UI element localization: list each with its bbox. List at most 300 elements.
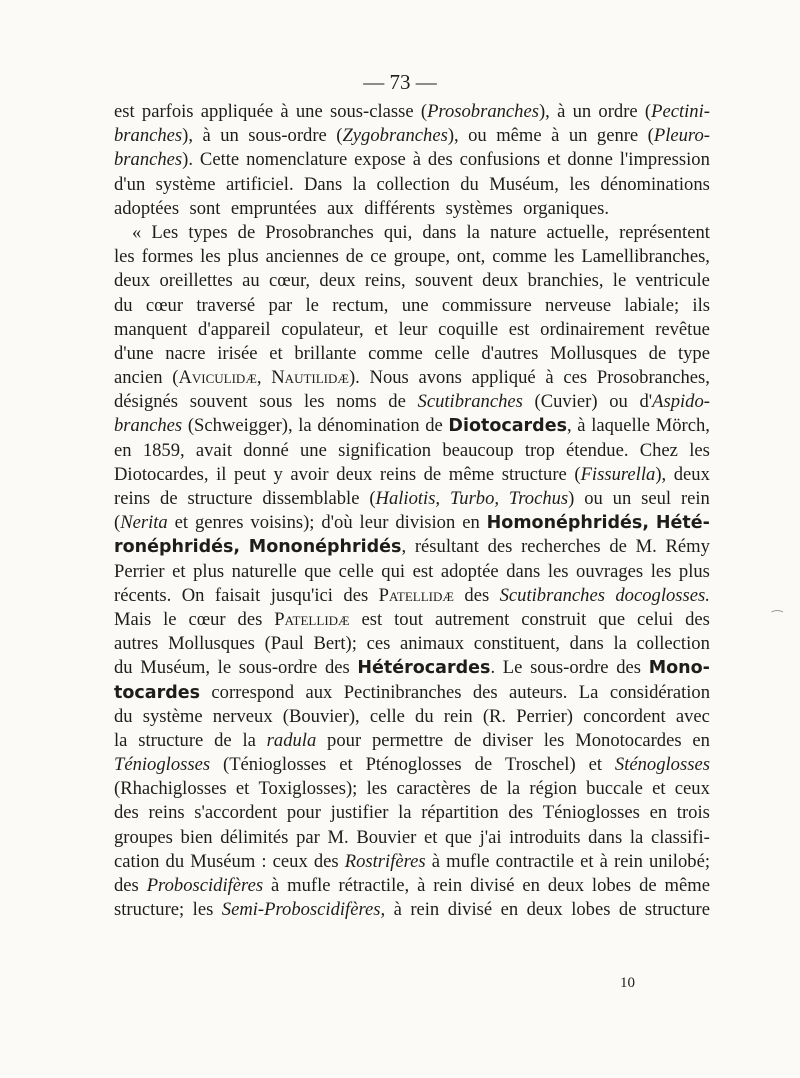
word-fragment: deux [482,270,519,292]
word-fragment: pour [286,802,321,824]
word [362,608,383,632]
word [216,463,226,487]
word-fragment: différents [364,197,436,219]
word [398,801,411,825]
word-fragment: de [237,221,256,243]
word-fragment: tocardes [114,682,201,703]
word-fragment: deux [547,875,585,896]
word [677,801,710,825]
word [418,390,523,414]
word-fragment: Mono- [648,658,710,679]
word [492,245,547,269]
word [281,318,363,342]
word [114,245,135,269]
word-fragment: Nautilidæ [271,367,349,389]
word [114,318,187,342]
word [651,560,672,584]
word [609,535,627,559]
word-fragment: et [172,560,186,582]
word [554,245,575,269]
word [300,439,327,463]
word [268,294,292,318]
word [114,801,139,825]
word [616,656,641,680]
word-fragment: rein [410,899,440,921]
word-fragment: comme [492,246,547,268]
word-fragment: actuelle, [546,221,609,243]
word-fragment: de [479,778,498,800]
word [175,511,188,535]
word [190,850,255,874]
word-fragment: ), [182,125,194,147]
word-fragment: ce [370,246,387,268]
word [474,632,560,656]
word [432,850,440,874]
word [598,608,625,632]
word [444,705,473,729]
word [462,511,480,535]
word-fragment: de [618,899,637,921]
word-fragment: Muséum, [140,657,210,679]
word-fragment: ordinairement [540,318,645,340]
text-line [114,608,710,632]
word-fragment: une [300,439,327,461]
word [211,681,294,705]
word [114,729,127,753]
text-line [114,560,710,584]
word-fragment: expose [354,149,406,171]
word [676,705,710,729]
page-number: — 73 — [363,70,437,94]
word [421,100,550,124]
word-fragment: la [114,729,128,751]
word-fragment: à [551,125,560,147]
word [163,608,176,632]
word-fragment: constituent, [473,633,560,655]
word [114,584,171,608]
word-fragment: à [431,850,441,872]
word [529,777,577,801]
word-fragment: formes [141,246,194,268]
word-fragment: adoptée [440,560,499,582]
word [380,463,416,487]
word-fragment: le [217,657,232,679]
word [557,100,565,124]
word-fragment: deux [114,270,151,292]
word [194,801,277,825]
word [249,535,406,559]
word-fragment: des [313,850,339,872]
word-fragment: Rémy [665,536,710,558]
word-fragment: et [269,342,283,364]
word-fragment: même [664,875,710,896]
word-fragment: divisé [447,899,493,921]
word-fragment: lobes [571,899,611,921]
word [258,777,357,801]
word-fragment: Monotocardes [575,729,682,751]
word [114,269,150,293]
word-fragment: de [214,729,232,751]
word-fragment: à [599,850,608,872]
word-fragment: concordent [583,705,666,727]
word-fragment: revêtue [655,318,710,340]
word [294,342,356,366]
word-fragment: Prosobranches [427,101,539,122]
word [346,245,364,269]
word-fragment: traversé [196,294,256,316]
word [231,197,322,221]
word-fragment: de [160,488,178,509]
word [336,390,376,414]
word [374,318,387,342]
word-fragment: rectum, [332,294,389,316]
text-line [114,487,710,511]
word-fragment: commissure [441,294,532,316]
word-fragment: étendue. [566,439,629,461]
word [656,511,710,535]
word [271,584,333,608]
word-fragment: ouvrages [576,560,644,582]
word-fragment: ) [568,488,575,509]
word [577,414,585,438]
word-fragment: buccale [586,778,643,800]
word-fragment: les [200,246,221,268]
word [446,850,489,874]
word [114,777,227,801]
word [579,681,599,705]
word [527,898,563,922]
word [454,729,472,753]
word [656,414,710,438]
word [509,681,567,705]
text-line [114,221,710,245]
word-fragment: des [114,875,139,896]
word-fragment: sous-ordre [530,657,609,679]
word-fragment: empruntées [230,197,317,219]
word [200,245,221,269]
word [449,463,494,487]
word [367,777,388,801]
word [550,342,637,366]
word-fragment: sous-classe [329,101,414,122]
word-fragment: et [588,754,602,776]
word [376,173,449,197]
word [238,608,263,632]
word-fragment: Mollusques [168,633,255,655]
word [327,729,361,753]
word-fragment: deux [319,270,356,292]
word [619,898,637,922]
word-fragment: est [508,318,530,340]
text-line [114,124,710,148]
word-fragment: Perrier [114,560,165,582]
word [665,874,710,898]
word [425,414,443,438]
word [366,753,462,777]
text-line [114,414,710,438]
word [475,753,493,777]
word-fragment: reins, [364,270,406,292]
word-fragment: à [417,875,426,896]
word-fragment: Turbo, [449,488,500,509]
word [114,173,145,197]
word [114,850,159,874]
word [114,874,139,898]
word-fragment: les [569,173,590,195]
word [678,342,710,366]
word-fragment: celui [637,608,674,630]
word [521,535,600,559]
word-fragment: des [616,657,642,679]
word [637,632,710,656]
word [238,221,256,245]
word [650,801,668,825]
word [222,898,385,922]
word-fragment: mufle [446,850,490,872]
word-fragment: ou [609,391,628,413]
word-fragment: autrement [434,608,510,630]
word [645,100,710,124]
word [146,294,183,318]
word [500,584,605,608]
word [166,850,185,874]
word-fragment: laquelle [591,415,651,437]
word [460,173,479,197]
word-fragment: Rostrifères [344,850,426,872]
word [614,850,643,874]
word [570,632,604,656]
word-fragment: les [303,391,325,413]
word [143,705,203,729]
word [273,850,308,874]
word [114,560,165,584]
word-fragment: Hétérocardes [357,658,491,679]
word [610,681,710,705]
word-fragment: Ténioglosses [542,802,640,824]
word-fragment: Diotocardes, [114,463,209,485]
word-fragment: Chez [639,439,678,461]
word-fragment: du [114,294,133,316]
word [586,777,643,801]
word-fragment: s'accordent [194,802,278,824]
word [419,366,462,390]
word-fragment: branches [114,415,183,437]
word [649,342,667,366]
word [114,753,210,777]
word [573,100,592,124]
word-fragment: beaucoup [442,439,514,461]
word [540,318,644,342]
word [576,560,643,584]
word [188,221,227,245]
word-fragment: Mollusques [550,342,637,364]
word-fragment: signification [338,439,432,461]
word-fragment: bien [180,826,213,848]
word-fragment: Haliotis, [375,488,441,509]
word [287,874,330,898]
word-fragment: (Bouvier), [282,705,360,727]
word [535,390,598,414]
word [319,269,355,293]
word-fragment: du [165,850,185,872]
word-fragment: de [345,246,364,268]
word-fragment: M. [327,826,349,848]
word-fragment: au [242,270,260,292]
word [360,511,389,535]
word [283,705,360,729]
word-fragment: de [425,415,443,437]
text-line [114,390,710,414]
word [460,148,541,172]
word-fragment: de [388,391,406,413]
word [201,100,273,124]
word [448,898,492,922]
word-fragment: représentent [619,221,710,243]
word-fragment: d'où [321,512,353,534]
word [239,656,318,680]
word-fragment: labiale; [624,294,680,316]
word [114,656,133,680]
word [619,221,710,245]
word [317,414,419,438]
word-fragment: en [522,875,540,896]
word-fragment: peut [233,463,266,485]
word-fragment: des [114,802,139,824]
word-fragment: Mörch, [655,415,710,437]
word [548,874,584,898]
word-fragment: donné [243,439,289,461]
word [563,366,587,390]
word [428,148,453,172]
word-fragment: Muséum, [489,173,559,195]
word [370,245,387,269]
word [367,632,391,656]
word-fragment: unilobé; [649,850,710,872]
word [422,221,456,245]
word [574,463,666,487]
text-line [114,535,710,559]
word-fragment: ou [468,125,487,147]
word [343,584,368,608]
word-fragment: l'impression [619,149,710,171]
signature-mark: 10 [620,975,635,991]
word [248,124,327,148]
word-fragment: , [401,536,407,558]
text-line [114,850,710,874]
word-fragment: cation [114,850,160,872]
word-fragment: Fissurella [580,463,656,485]
word-fragment: cœur [188,608,226,630]
word [332,294,388,318]
word [172,366,261,390]
word [271,874,279,898]
word-fragment: adoptées [114,197,180,219]
word-fragment: parfois [141,101,194,122]
word-fragment: souvent [189,391,248,413]
word-fragment: ces [563,367,588,389]
word-fragment: il [216,463,227,485]
word-fragment: et [235,778,250,800]
word [353,173,366,197]
word [114,124,193,148]
word-fragment: trois [676,802,710,824]
word [597,366,710,390]
word [274,463,283,487]
word [266,245,339,269]
word [114,197,184,221]
word-fragment: les [192,899,214,921]
word [372,729,443,753]
word-fragment: Pténoglosses [365,754,462,776]
word [296,100,323,124]
word [483,705,506,729]
word-fragment: désignés [114,391,179,413]
word-fragment: la [466,221,480,243]
word-fragment: 1859, [142,439,185,461]
word [242,729,255,753]
word-fragment: ). [348,367,360,389]
word [588,826,622,850]
word [613,269,626,293]
word-fragment: en [500,899,519,921]
word-fragment: genres [194,512,244,534]
word [190,390,248,414]
word-fragment: voisins); [250,512,315,534]
word-fragment: ( [647,125,654,147]
word-fragment: structure [501,463,567,485]
word-fragment: un [572,101,592,122]
word [265,221,373,245]
text-line [114,632,710,656]
word-fragment: Le [502,657,523,679]
word-fragment: reins [379,463,417,485]
word-fragment: à [270,875,280,896]
word [466,221,479,245]
word-fragment: confusions [459,149,541,171]
word [689,439,710,463]
word-fragment: dans [569,633,604,655]
text-line [114,342,710,366]
word-fragment: que [304,560,332,582]
word [148,801,184,825]
word-fragment: type [677,342,710,364]
word-fragment: une [295,101,323,122]
text-line [114,898,710,922]
word-fragment: comme [368,342,423,364]
word [528,269,604,293]
word-fragment: Aviculidæ [178,367,257,389]
word-fragment: tout [394,608,424,630]
word [545,294,611,318]
word-fragment: animaux [400,633,465,655]
word-fragment: Toxiglosses); [258,778,358,800]
word-fragment: classifi- [650,826,710,848]
word-fragment: anciennes [265,246,339,268]
word [413,148,421,172]
word [181,826,213,850]
word [220,124,239,148]
text-line [114,874,710,898]
word [679,560,710,584]
word-fragment: noms [336,391,377,413]
word [271,366,360,390]
word [438,318,498,342]
word-fragment: ( [420,101,428,122]
word [521,608,586,632]
word [114,100,135,124]
word [142,245,194,269]
word-fragment: ( [574,463,581,485]
